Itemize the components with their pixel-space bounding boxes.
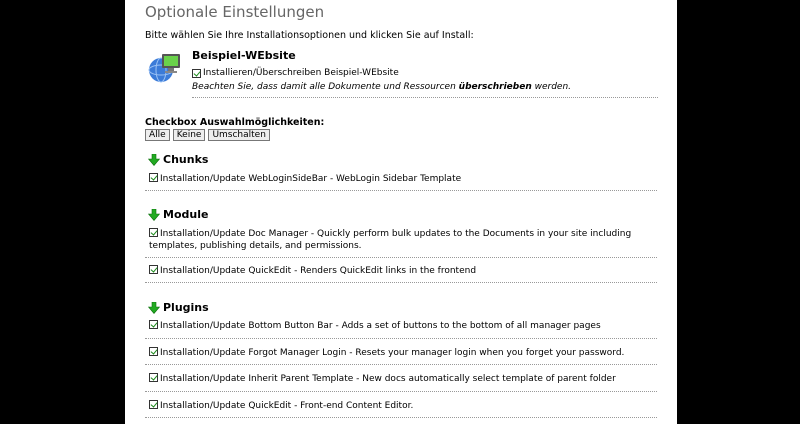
plugin-item-quickedit[interactable] <box>149 400 649 412</box>
module-item-quickedit[interactable] <box>149 265 649 277</box>
page-title: Optionale Einstellungen <box>145 3 325 21</box>
section-title: Chunks <box>163 153 209 166</box>
divider <box>145 391 657 392</box>
item-label: Installation/Update Doc Manager - Quickly perform bulk updates to the Documents in your site including templates, publishing details, and permissions. <box>149 229 632 251</box>
checkbox[interactable] <box>149 265 158 274</box>
green-down-arrow-icon <box>148 209 160 221</box>
item-label: Installation/Update Bottom Button Bar - Adds a set of buttons to the bottom of all manager pages <box>160 321 601 331</box>
section-chunks-heading <box>148 153 208 166</box>
divider <box>145 338 657 339</box>
checkbox[interactable] <box>149 373 158 382</box>
divider <box>145 190 657 191</box>
checkbox[interactable] <box>149 320 158 329</box>
module-item-docmanager[interactable] <box>149 228 649 252</box>
divider <box>145 364 657 365</box>
sample-site-checkbox-label: Installieren/Überschreiben Beispiel-WEbsite <box>203 68 399 78</box>
toggle-selection-button[interactable]: Umschalten <box>208 129 269 141</box>
item-label: Installation/Update WebLoginSideBar - WebLogin Sidebar Template <box>160 174 462 184</box>
note-bold: überschrieben <box>458 82 532 92</box>
section-title: Plugins <box>163 301 209 314</box>
section-title: Module <box>163 208 209 221</box>
computer-globe-icon <box>147 50 183 86</box>
content-panel <box>125 0 677 424</box>
checkbox[interactable] <box>149 347 158 356</box>
green-down-arrow-icon <box>148 154 160 166</box>
sample-site-note <box>192 82 571 92</box>
plugin-item-inheritparenttemplate[interactable] <box>149 373 649 385</box>
section-plugins-heading <box>148 301 209 314</box>
divider <box>145 257 657 258</box>
item-label: Installation/Update QuickEdit - Renders QuickEdit links in the frontend <box>160 266 477 276</box>
intro-text: Bitte wählen Sie Ihre Installationsoptionen und klicken Sie auf Install: <box>145 30 474 41</box>
sample-site-option[interactable] <box>192 68 399 78</box>
item-label: Installation/Update Forgot Manager Login - Resets your manager login when you forget your password. <box>160 348 625 358</box>
plugin-item-bottombuttonbar[interactable] <box>149 320 649 332</box>
checkbox-options-buttons <box>145 129 270 141</box>
divider <box>192 97 658 98</box>
select-none-button[interactable]: Keine <box>173 129 206 141</box>
item-label: Installation/Update QuickEdit - Front-end Content Editor. <box>160 401 414 411</box>
sample-site-checkbox[interactable] <box>192 69 201 78</box>
divider <box>145 282 657 283</box>
select-all-button[interactable]: Alle <box>145 129 170 141</box>
section-module-heading <box>148 208 208 221</box>
item-label: Installation/Update Inherit Parent Template - New docs automatically select template of parent folder <box>160 374 616 384</box>
divider <box>145 417 657 418</box>
checkbox[interactable] <box>149 400 158 409</box>
checkbox-options-heading: Checkbox Auswahlmöglichkeiten: <box>145 117 325 128</box>
checkbox[interactable] <box>149 228 158 237</box>
green-down-arrow-icon <box>148 302 160 314</box>
checkbox[interactable] <box>149 173 158 182</box>
sample-site-title: Beispiel-WEbsite <box>192 49 296 62</box>
note-after: werden. <box>531 82 572 92</box>
plugin-item-forgotmanagerlogin[interactable] <box>149 347 649 359</box>
note-before: Beachten Sie, dass damit alle Dokumente und Ressourcen <box>192 82 459 92</box>
chunk-item-webloginsidebar[interactable] <box>149 173 649 185</box>
